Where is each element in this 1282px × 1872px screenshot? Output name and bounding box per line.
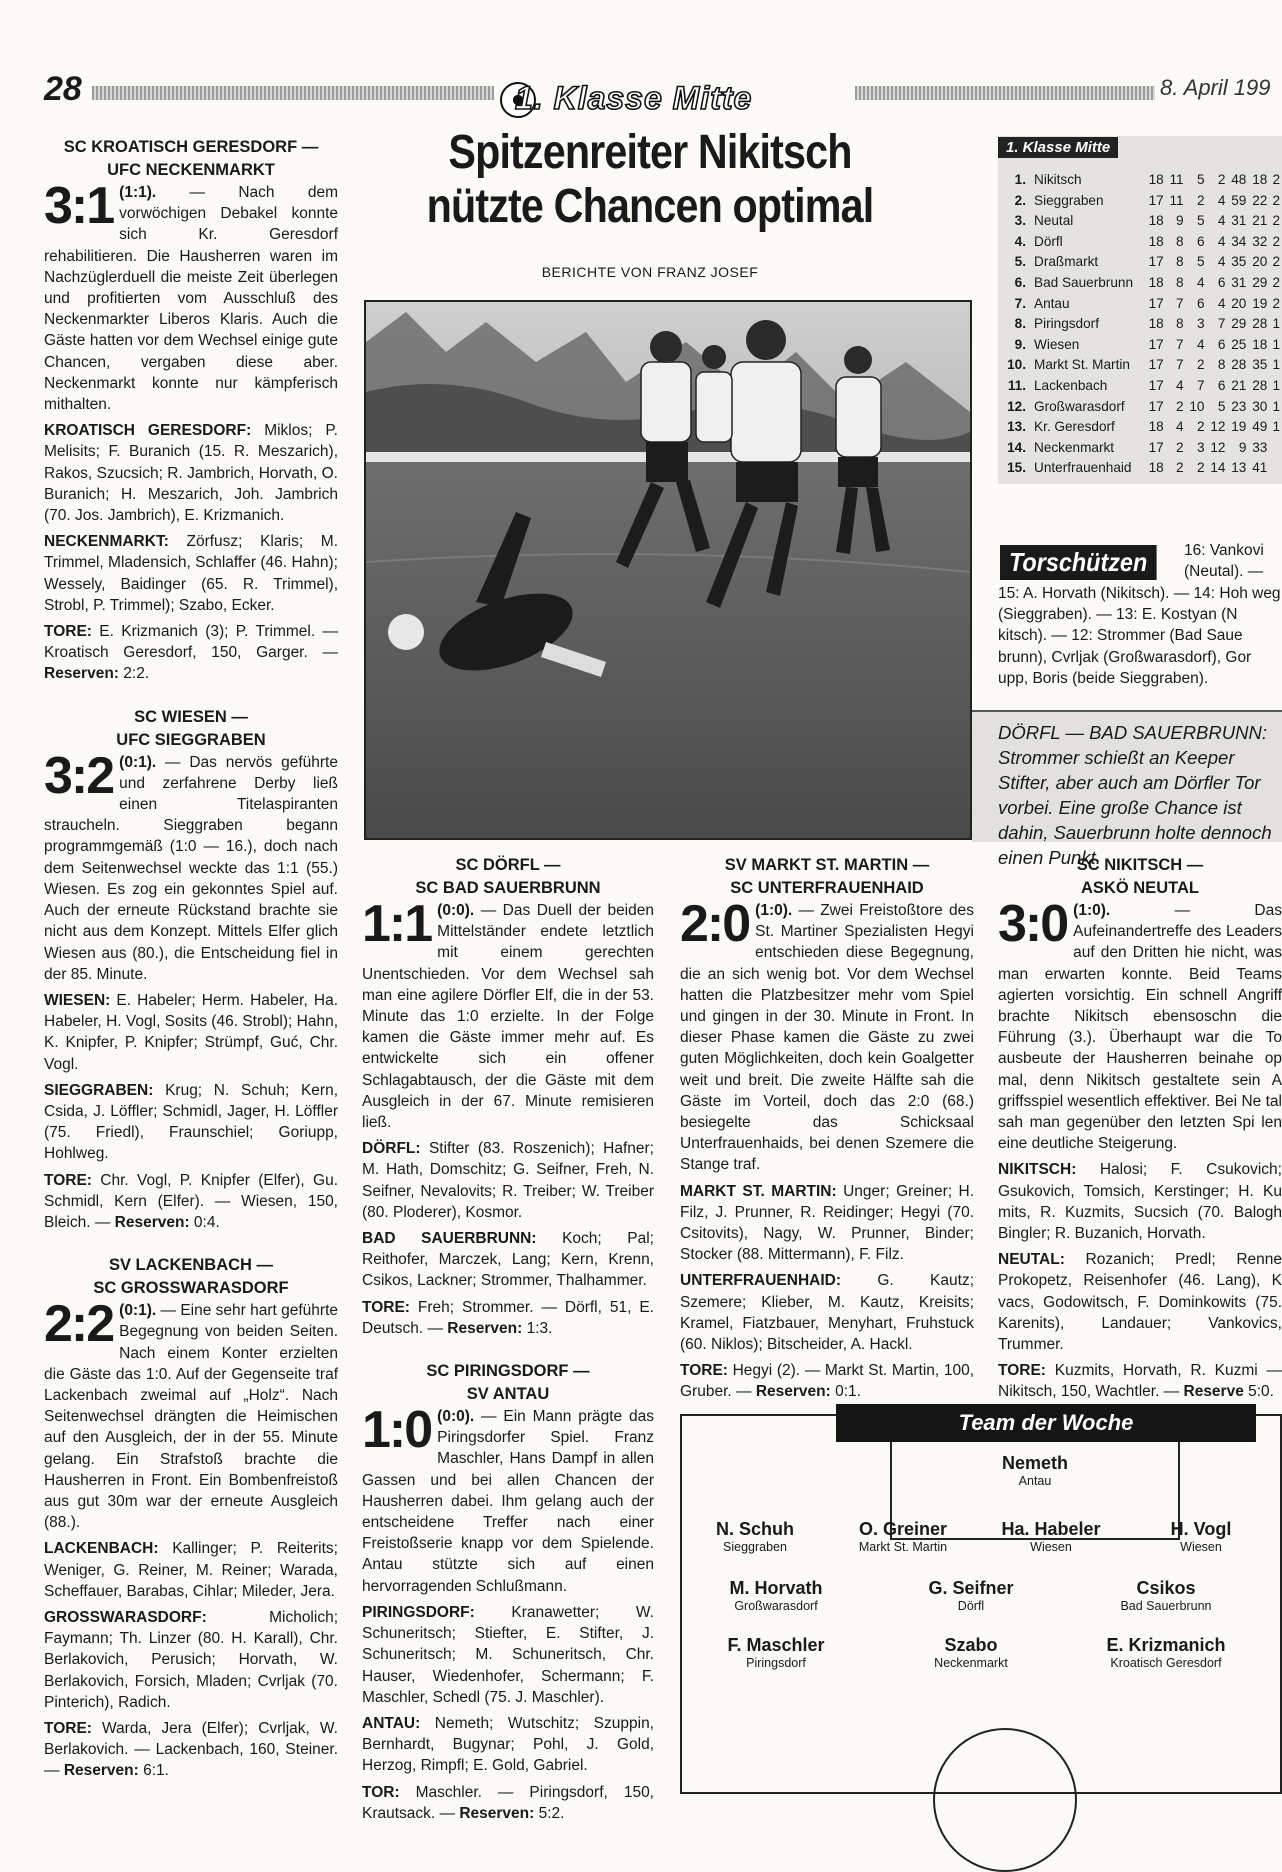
stat-cell: 17 [1148,295,1164,311]
game-title-6a: SV MARKT ST. MARTIN — [724,856,930,874]
match-photo [364,300,972,840]
stat-cell: 41 [1252,460,1268,476]
scorers-top: 16: Vankovi (Neutal). — [1184,542,1264,580]
stat-cell: 21 [1231,377,1247,393]
scorers-list: 15: A. Horvath (Nikitsch). — 14: Hoh weg (Sieggraben). — 13: E. Kostyan (N kitsch). — 12: Strommer (Bad Saue brunn), Cvrljak (Großwarasdorf), Gor upp, Boris (beide Sieggraben). [998,585,1281,687]
stat-cell: 4 [1196,274,1205,290]
stat-cell: 2 [1196,357,1205,373]
stat-cell: 5 [1196,254,1205,270]
photo-caption: DÖRFL — BAD SAUERBRUNN: Strommer schießt an Keeper Stifter, aber auch am Dörfler Tor vorbei. Eine große Chance ist dahin, Sauerbrunn holte dennoch einen Punkt. [998,722,1272,868]
stat-cell: 7 [1176,295,1184,311]
team-name: Bad Sauerbrunn [1034,274,1134,290]
standings-row [1000,376,1282,397]
stat-cell: 2 [1272,233,1280,249]
stat-cell: 12 [1210,419,1226,435]
goals-1: TORE: E. Krizmanich (3); P. Trimmel. — Kroatisch Geresdorf, 150, Garger. — Reserven: 2:2. [44,623,338,683]
stat-cell: 2 [1272,254,1280,270]
stat-cell: 3 [1196,439,1205,455]
stat-cell: 4 [1196,336,1205,352]
lineup-3a: LACKENBACH: Kallinger; P. Reiterits; Weniger, G. Reiner, M. Reiner; Warada, Scheffauer, Barabas, Cihlar; Mileder, Jera. [44,1540,338,1600]
stat-cell: 3 [1196,316,1205,332]
lineup-1b: NECKENMARKT: Zörfusz; Klaris; M. Trimmel, Mladensich, Schlaffer (46. Hahn); Wessely, Baidinger (65. R. Trimmel), Strobl, P. Trimmel); Szabo, Ecker. [44,533,338,614]
goals-7: TORE: Kuzmits, Horvath, R. Kuzmi — Nikitsch, 150, Wachtler. — Reserve 5:0. [998,1362,1282,1401]
stat-cell: 2 [1272,172,1280,187]
goals-4: TORE: Freh; Strommer. — Dörfl, 51, E. Deutsch. — Reserven: 1:3. [362,1298,654,1337]
team-name: Neckenmarkt [1034,439,1115,455]
stat-cell: 17 [1148,439,1164,455]
goals-5: TOR: Maschler. — Piringsdorf, 150, Krautsack. — Reserven: 5:2. [362,1783,654,1822]
stat-cell: 8 [1176,233,1184,249]
stat-cell: 1 [1272,336,1280,352]
stat-cell: 18 [1148,274,1164,290]
stat-cell: 20 [1252,254,1268,270]
lineup-5a: PIRINGSDORF: Kranawetter; W. Schuneritsch; Stiefter, E. Stifter, J. Schuneritsch; M. Schuneritsch, Chr. Hauser, Wiedenhofer, Schermann; F. Maschler, Schedl (75. J. Maschler). [362,1603,654,1706]
stat-cell: 15. [1007,460,1026,476]
stat-cell: 18 [1148,172,1164,187]
standings-row [1000,355,1282,376]
stat-cell: 8. [1014,316,1026,332]
stat-cell: 34 [1231,233,1247,249]
stat-cell: 10 [1189,398,1205,414]
stat-cell: 7 [1196,377,1205,393]
game-report-6: 2:0 (1:0). — Zwei Freistoßtore des St. Martiner Spezialisten Hegyi entschieden diese Begegnung, die an sich wenig bot. Vor dem Wechsel hatten die Platzbesitzer mehr vom Spiel und gingen in der 30. Minute in Front. In dieser Phase kamen die Gäste zu zwei guten Möglichkeiten, doch kein Goalgetter weit und breit. Die zweite Hälfte sah die Gäste im Vorteil, doch das 2:0 (68.) besiegelte das Schicksaal Unterfrauenhaids, bei denen Szemere die Stange traf. [680,895,974,1174]
stat-cell: 13 [1231,460,1247,476]
column-mid-left [362,854,654,1829]
stat-cell: 2. [1014,192,1026,208]
standings-row [1000,438,1282,459]
lineup-2b: SIEGGRABEN: Krug; N. Schuh; Kern, Csida, J. Löffler; Schmidl, Jager, H. Löffler (75. Friedl), Fraunschiel; Goriupp, Hohlweg. [44,1081,338,1163]
stat-cell: 5 [1196,172,1205,187]
column-right [998,854,1282,1408]
stat-cell: 4 [1176,377,1184,393]
stat-cell: 18 [1148,316,1164,332]
game-score-6: 2:0 [680,895,750,953]
game-title-5b: SV ANTAU [466,1385,550,1404]
game-title-7b: ASKÖ NEUTAL [1081,879,1199,897]
stat-cell: 18 [1148,213,1164,229]
stat-cell: 1 [1272,419,1280,435]
headline-line-1: Spitzenreiter Nikitsch [448,126,852,179]
lineup-7b: NEUTAL: Rozanich; Predl; Renne Prokopetz, Reisenhofer (46. Lang), K vacs, Godowitsch, F. Dominkowits (75. Karenits), Landauer; Vankovics, Trummer. [998,1251,1282,1354]
game-score-3: 2:2 [44,1295,114,1354]
game-score-1: 3:1 [44,177,114,235]
stat-cell: 11 [1169,192,1184,208]
stat-cell: 9 [1238,439,1247,455]
team-name: Markt St. Martin [1034,357,1130,373]
player-3: O. Greiner Markt St. Martin [858,1519,948,1554]
team-name: Wiesen [1034,336,1080,352]
standings-row [1000,211,1282,232]
team-name: Kr. Geresdorf [1034,419,1115,435]
stat-cell: 5 [1196,213,1205,229]
goals-2: TORE: Chr. Vogl, P. Knipfer (Elfer), Gu. Schmidl, Kern (Elfer). — Wiesen, 150, Bleich. — Reserven: 0:4. [44,1171,338,1231]
header-rule-right [855,86,1155,100]
game-title-4b: SC BAD SAUERBRUNN [415,879,601,897]
standings-row [1000,314,1282,335]
stat-cell: 4. [1014,233,1026,249]
standings-row [1000,417,1282,438]
team-name: Nikitsch [1034,172,1082,187]
stat-cell: 17 [1148,357,1164,373]
lineup-1a: KROATISCH GERESDORF: Miklos; P. Melisits; F. Buranich (15. R. Meszarich), Rakos, Szucsich; R. Jambrich, Horvath, O. Buranich; H. Meszarich, Joh. Jambrich (70. Jos. Jambrich), E. Krizmanich. [44,422,338,525]
stat-cell: 1 [1272,316,1280,332]
lineup-6a: MARKT ST. MARTIN: Unger; Greiner; H. Filz, J. Prunner, R. Reidinger; Hegyi (70. Csitovits), Nagy, W. Prunner, Binder; Stocker (88. Mittermann), F. Filz. [680,1182,974,1264]
stat-cell: 1 [1272,377,1280,393]
stat-cell: 18 [1148,460,1164,476]
stat-cell: 7 [1176,336,1184,352]
game-title-3b: SC GROSSWARASDORF [93,1279,289,1298]
lineup-2a: WIESEN: E. Habeler; Herm. Habeler, Ha. Habeler, H. Vogl, Sosits (46. Strobl); Hahn, K. Knipfer, P. Knipfer; Strümpf, Guć, Chr. Vogl. [44,991,338,1073]
stat-cell: 30 [1252,398,1268,414]
team-name: Sieggraben [1034,192,1104,208]
standings-title: 1. Klasse Mitte [998,137,1118,158]
stat-cell: 8 [1176,254,1184,270]
stat-cell: 23 [1231,398,1247,414]
stat-cell: 6 [1217,336,1226,352]
standings-table [1000,170,1282,479]
stat-cell: 2 [1272,213,1280,229]
stat-cell: 18 [1252,336,1268,352]
game-title-2a: SC WIESEN — [134,707,248,726]
column-mid-right [680,854,974,1408]
team-name: Antau [1034,295,1070,311]
stat-cell: 18 [1252,172,1268,187]
stat-cell: 10. [1007,357,1026,373]
goals-6: TORE: Hegyi (2). — Markt St. Martin, 100, Gruber. — Reserven: 0:1. [680,1362,974,1401]
stat-cell: 6 [1196,295,1205,311]
stat-cell: 17 [1148,377,1164,393]
headline [401,126,900,234]
issue-date: 8. April 199 [1160,75,1271,100]
stat-cell: 19 [1231,419,1247,435]
stat-cell: 5. [1014,254,1026,270]
standings-row [1000,335,1282,356]
stat-cell: 9 [1176,213,1184,229]
stat-cell: 35 [1252,357,1268,373]
stat-cell: 12 [1210,439,1226,455]
stat-cell: 7. [1014,295,1026,311]
stat-cell: 4 [1217,213,1226,229]
stat-cell: 2 [1196,460,1205,476]
player-9: F. Maschler Piringsdorf [727,1635,825,1670]
stat-cell: 49 [1252,419,1268,435]
lineup-5b: ANTAU: Nemeth; Wutschitz; Szuppin, Bernhardt, Bugynar; Pohl, J. Gold, Herzog, Rimpfl; E. Gold, Gabriel. [362,1714,654,1775]
lineup-6b: UNTERFRAUENHAID: G. Kautz; Szemere; Klieber, M. Kautz, Kreisits; Kramel, Fiatzbauer, Menyhart, Fruhstuck (60. Niklos); Bitscheider, A. Hackl. [680,1272,974,1354]
stat-cell: 14. [1007,439,1026,455]
stat-cell: 7 [1176,357,1184,373]
game-title-6b: SC UNTERFRAUENHAID [730,879,924,897]
stat-cell: 29 [1252,274,1268,290]
stat-cell: 2 [1196,192,1205,208]
stat-cell: 25 [1231,336,1247,352]
column-left [44,136,338,1787]
team-name: Neutal [1034,213,1074,229]
stat-cell: 2 [1272,274,1280,290]
stat-cell: 31 [1231,274,1247,290]
player-5: H. Vogl Wiesen [1170,1519,1232,1554]
headline-line-2: nützte Chancen optimal [426,180,874,233]
header-rule-left [92,86,494,100]
stat-cell: 2 [1272,295,1280,311]
page-number: 28 [44,70,82,108]
standings-row [1000,252,1282,273]
lineup-3b: GROSSWARASDORF: Micholich; Faymann; Th. Linzer (80. H. Karall), Chr. Berlakovich, Perusich; Horvath, W. Berlakovich, Forsich, Mladen; Cvrljak (70. Pinterich), Radich. [44,1608,338,1711]
stat-cell: 2 [1272,192,1280,208]
stat-cell: 7 [1217,316,1226,332]
center-circle [933,1728,1077,1872]
stat-cell: 4 [1217,295,1226,311]
standings-row [1000,191,1282,212]
stat-cell: 19 [1252,295,1268,311]
scorers-label: Torschützen [1000,545,1156,580]
stat-cell: 6 [1196,233,1205,249]
stat-cell: 2 [1176,460,1184,476]
game-score-4: 1:1 [362,895,432,953]
stat-cell: 8 [1217,357,1226,373]
stat-cell: 13. [1007,419,1026,435]
stat-cell: 5 [1217,398,1226,414]
game-title-3a: SV LACKENBACH — [108,1256,274,1275]
goals-3: TORE: Warda, Jera (Elfer); Cvrljak, W. Berlakovich. — Lackenbach, 160, Steiner. — Reserven: 6:1. [44,1720,338,1780]
game-title-4a: SC DÖRFL — [455,856,561,874]
stat-cell: 2 [1196,419,1205,435]
game-report-2: 3:2 (0:1). — Das nervös geführte und zerfahrene Derby ließ einen Titelaspiranten straucheln. Sieggraben begann programmgemäß (1:0 — 16.), doch nach dem Seitenwechsel weckte das 1:1 (55.) Wiesen. Es zog ein gekonntes Spiel auf. Auch der erneute Rückstand brachte sie nicht aus dem Konzept. Mittels Elfer glich Wiesen aus (80.), die Entscheidung fiel in der 85. Minute. [44,746,338,983]
team-name: Unterfrauenhaid [1034,460,1132,476]
stat-cell: 21 [1252,213,1268,229]
stat-cell: 6 [1217,274,1226,290]
stat-cell: 18 [1148,419,1164,435]
stat-cell [1269,458,1282,479]
standings-row [1000,397,1282,418]
stat-cell: 11 [1169,172,1184,187]
player-7: G. Seifner Dörfl [928,1578,1014,1613]
player-4: Ha. Habeler Wiesen [1001,1519,1101,1554]
standings-row [1000,273,1282,294]
stat-cell: 28 [1231,357,1247,373]
game-report-3: 2:2 (0:1). — Eine sehr hart geführte Begegnung von beiden Seiten. Nach einem Konter erzielten die Gäste das 1:0. Auf der Gegenseite traf Lackenbach zweimal auf „Holz“. Nach Seitenwechsel drängten die Heimischen auf den Ausgleich, der in der 55. Minute gelang. Ein Strafstoß brachte die Hausherren in Front. Ein Bombenfreistoß aus gut 30m war der erneute Ausgleich (88.). [44,1295,338,1532]
stat-cell: 48 [1231,172,1247,187]
team-name: Piringsdorf [1034,316,1099,332]
game-title-1b: UFC NECKENMARKT [107,161,275,179]
stat-cell: 17 [1148,254,1164,270]
standings-row [1000,170,1282,191]
player-6: M. Horvath Großwarasdorf [729,1578,823,1613]
stat-cell: 29 [1231,316,1247,332]
section-title: 1. Klasse Mitte [515,80,753,116]
standings-row [1000,294,1282,315]
stat-cell: 11. [1007,377,1026,393]
stat-cell: 8 [1176,316,1184,332]
player-2: N. Schuh Sieggraben [715,1519,794,1554]
stat-cell: 1 [1272,357,1280,373]
stat-cell: 6 [1217,377,1226,393]
stat-cell: 9. [1014,336,1026,352]
stat-cell: 4 [1217,192,1226,208]
player-8: Csikos Bad Sauerbrunn [1120,1578,1212,1613]
game-report-4: 1:1 (0:0). — Das Duell der beiden Mittelständer endete letztlich mit einem gerechten Unentschieden. Vor dem Wechsel sah man eine agilere Dörfler Elf, die in der 53. Minute das 1:0 erzielte. In der Folge kamen die Gäste immer mehr auf. Es entwickelte sich ein offener Schlagabtausch, der die Gäste mit dem Ausgleich in der 67. Minute remisieren ließ. [362,895,654,1132]
player-11: E. Krizmanich Kroatisch Geresdorf [1106,1635,1226,1670]
byline: BERICHTE VON FRANZ JOSEF [541,264,759,280]
stat-cell: 1 [1272,398,1280,414]
stat-cell: 17 [1148,192,1164,208]
standings-row [1000,232,1282,253]
player-10: Szabo Neckenmarkt [934,1635,1008,1670]
player-1: Nemeth Antau [1001,1453,1068,1488]
game-report-1: 3:1 (1:1). — Nach dem vorwöchigen Debakel konnte sich Kr. Geresdorf rehabilitieren. Die Hausherren waren im Nachzüglerduell die meiste Zeit überlegen und profitierten vom Ausschluß des Neckenmarkter Liberos Klaris. Auch die Gäste hatten vor dem Wechsel einige gute Chancen, vergaben diese aber. Neckenmarkt konnte nur kämpferisch mithalten. [44,177,338,414]
stat-cell: 33 [1252,439,1268,455]
stat-cell: 6. [1014,274,1026,290]
team-of-week-title: Team der Woche [836,1404,1256,1442]
game-title-1a: SC KROATISCH GERESDORF — [63,138,319,156]
team-name: Lackenbach [1034,377,1108,393]
game-score-2: 3:2 [44,746,114,805]
game-report-7: 3:0 (1:0). — Das Aufeinandertreffe des Leaders auf den Dritten hie nicht, was man erwarten konnte. Beid Teams agierten vorsichtig. Ein schnell Angriff brachte Nikitsch ebensoschn die Führung (3.). Überhaupt war die To ausbeute der Hausherren beinahe op mal, denn Nikitsch gestaltete sein A griffsspiel wesentlich effektiver. Bei Ne tal sah man gegenüber den letzten Spi len eine deutliche Steigerung. [998,895,1282,1153]
team-name: Dörfl [1034,233,1063,249]
stat-cell: 17 [1148,398,1164,414]
lineup-7a: NIKITSCH: Halosi; F. Csukovich; Gsukovich, Tomsich, Kerstinger; H. Ku mits, R. Kuzmits, Sucsich (70. Balogh Bingler; R. Buzanich, Horvath. [998,1161,1282,1243]
stat-cell: 22 [1252,192,1268,208]
stat-cell: 28 [1252,377,1268,393]
stat-cell: 2 [1217,172,1226,187]
stat-cell: 2 [1176,439,1184,455]
game-title-5a: SC PIRINGSDORF — [426,1362,590,1381]
stat-cell: 2 [1176,398,1184,414]
stat-cell: 4 [1217,254,1226,270]
stat-cell: 1. [1014,172,1026,187]
stat-cell: 3. [1014,213,1026,229]
game-title-2b: UFC SIEGGRABEN [116,730,266,749]
stat-cell: 32 [1252,233,1268,249]
game-score-7: 3:0 [998,895,1068,953]
stat-cell: 18 [1148,233,1164,249]
lineup-4b: BAD SAUERBRUNN: Koch; Pal; Reithofer, Marczek, Lang; Kern, Krenn, Csikos, Lackner; Strommer, Thalhammer. [362,1230,654,1290]
stat-cell: 35 [1231,254,1247,270]
team-name: Großwarasdorf [1034,398,1125,414]
stat-cell: 14 [1210,460,1226,476]
stat-cell: 20 [1231,295,1247,311]
stat-cell [1269,438,1282,459]
lineup-4a: DÖRFL: Stifter (83. Roszenich); Hafner; M. Hath, Domschitz; G. Seifner, Freh, N. Seifner, Nevalovits; R. Treiber; W. Treiber (80. Ploderer), Kosmor. [362,1140,654,1221]
stat-cell: 4 [1176,419,1184,435]
stat-cell: 8 [1176,274,1184,290]
stat-cell: 59 [1231,192,1247,208]
match-photo-image [366,302,970,838]
game-score-5: 1:0 [362,1401,432,1460]
stat-cell: 28 [1252,316,1268,332]
stat-cell: 4 [1217,233,1226,249]
stat-cell: 17 [1148,336,1164,352]
stat-cell: 31 [1231,213,1247,229]
stat-cell: 12. [1007,398,1026,414]
game-report-5: 1:0 (0:0). — Ein Mann prägte das Piringsdorfer Spiel. Franz Maschler, Hans Dampf in allen Gassen und bei allen Chancen der Hausherren dabei. Ihm gelang auch der entscheidene Treffer nach einer Freistoßserie knapp vor dem Spielende. Antau stützte sich auf einen hervorragenden Schlußmann. [362,1401,654,1595]
team-name: Draßmarkt [1034,254,1099,270]
game-title-7a: SC NIKITSCH — [1076,856,1204,874]
standings-row [1000,458,1282,479]
